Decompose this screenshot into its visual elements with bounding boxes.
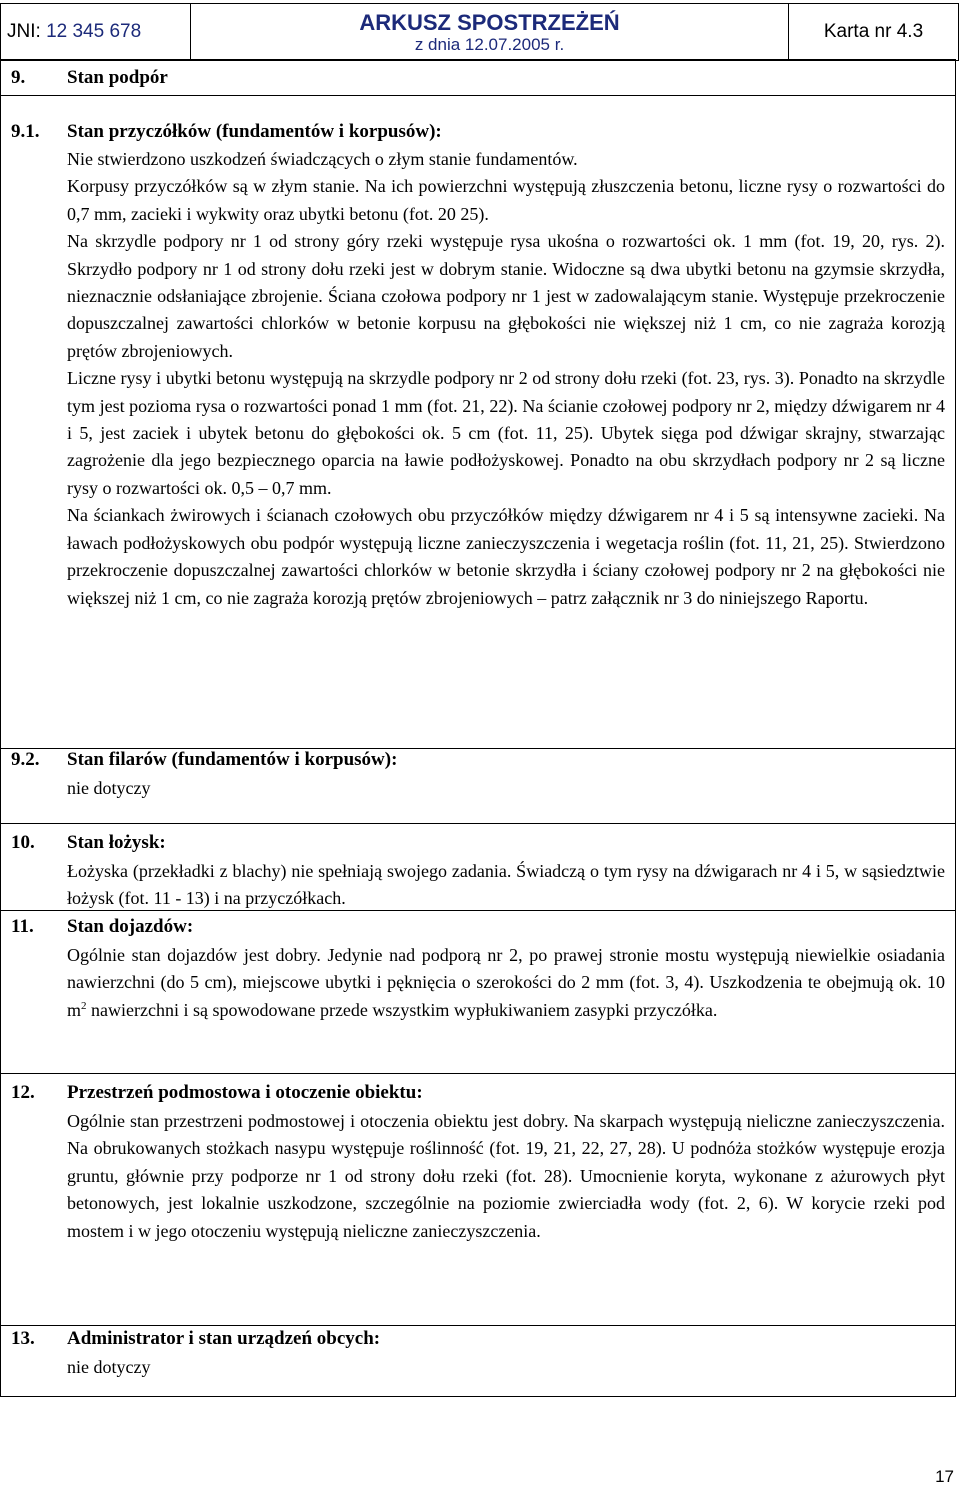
- section-9-block: [0, 59, 956, 749]
- section-title: Stan filarów (fundamentów i korpusów):: [67, 749, 398, 770]
- section-11-block: [0, 910, 956, 1074]
- section-13-block: [0, 1325, 956, 1397]
- card-number: Karta nr 4.3: [789, 4, 959, 61]
- superscript: 2: [81, 999, 87, 1012]
- section-title: Przestrzeń podmostowa i otoczenie obiektu:: [67, 1082, 423, 1103]
- section-number: 9.1.: [11, 121, 40, 142]
- section-title: Stan przyczółków (fundamentów i korpusów):: [67, 121, 442, 142]
- paragraph: Korpusy przyczółków są w złym stanie. Na ich powierzchni występują złuszczenia betonu, liczne rysy o rozwartości do 0,7 mm, zacieki i wykwity oraz ubytki betonu (fot. 20 25).: [67, 176, 945, 224]
- section-body: Ogólnie stan dojazdów jest dobry. Jedynie nad podporą nr 2, po prawej stronie mostu występują niewielkie osiadania nawierzchni (do 5 cm), miejscowe ubytki i pęknięcia o szerokości do 2 mm (fot. 3, 4). Uszkodzenia te obejmują ok. 10 $m^2$ nawierzchni i są spowodowane przede wszystkim wypłukiwaniem zasypki przyczółka.: [67, 945, 945, 1020]
- section-body: nie dotyczy: [67, 778, 151, 798]
- section-10-block: [0, 823, 956, 911]
- section-title: Stan podpór: [67, 67, 168, 88]
- section-title: Administrator i stan urządzeń obcych:: [67, 1328, 381, 1349]
- section-9-2-block: [0, 748, 956, 824]
- section-title: Stan dojazdów:: [67, 916, 194, 937]
- section-number: 9.2.: [11, 749, 40, 770]
- section-12-block: [0, 1073, 956, 1326]
- header-table: [0, 3, 959, 61]
- section-number: 9.: [11, 67, 26, 88]
- paragraph: Na ściankach żwirowych i ścianach czołowych obu przyczółków między dźwigarem nr 4 i 5 są intensywne zacieki. Na ławach podłożyskowych obu podpór występują liczne zanieczyszczenia i wegetacja roślin (fot. 11, 21, 25). Stwierdzono przekroczenie dopuszczalnej zawartości chlorków w betonie skrzydła i ściany czołowej podpory nr 2 na głębokości nie większej niż 1 cm, co nie zagraża korozją prętów zbrojeniowych – patrz załącznik nr 3 do niniejszego Raportu.: [67, 505, 945, 608]
- paragraph: Na skrzydle podpory nr 1 od strony góry rzeki występuje rysa ukośna o rozwartości ok. 1 mm (fot. 19, 20, rys. 2). Skrzydło podpory nr 1 od strony dołu rzeki jest w dobrym stanie. Widoczne są dwa ubytki betonu na gzymsie skrzydła, nieznacznie odsłaniające zbrojenie. Ściana czołowa podpory nr 1 jest w zadowalającym stanie. Występuje przekroczenie dopuszczalnej zawartości chlorków w betonie korpusu na głębokości nie większej niż 1 cm, co nie zagraża korozją prętów zbrojeniowych.: [67, 231, 945, 361]
- section-body: [67, 146, 945, 612]
- jni-label: JNI:: [7, 21, 47, 42]
- title-cell: [191, 4, 789, 61]
- section-number: 10.: [11, 832, 35, 853]
- section-body: Łożyska (przekładki z blachy) nie spełniają swojego zadania. Świadczą o tym rysy na dźwigarach nr 4 i 5, w sąsiedztwie łożysk (fot. 11 - 13) i na przyczółkach.: [67, 861, 945, 909]
- section-number: 12.: [11, 1082, 35, 1103]
- sheet-title: ARKUSZ SPOSTRZEŻEŃ: [359, 9, 620, 35]
- section-title: Stan łożysk:: [67, 832, 166, 853]
- jni-cell: [1, 4, 191, 61]
- paragraph: Nie stwierdzono uszkodzeń świadczących o złym stanie fundamentów.: [67, 149, 578, 169]
- sheet-date: z dnia 12.07.2005 r.: [414, 34, 565, 54]
- paragraph: Liczne rysy i ubytki betonu występują na skrzydle podpory nr 2 od strony dołu rzeki (fot. 23, rys. 3). Ponadto na skrzydle tym jest pozioma rysa o rozwartości ponad 1 mm (fot. 21, 22). Na ścianie czołowej podpory nr 2, między dźwigarem nr 4 i 5, jest zaciek i ubytek betonu do głębokości ok. 5 cm (fot. 11, 25). Ubytek sięga pod dźwigar skrajny, stwarzając zagrożenie dla jego bezpiecznego oparcia na ławie podłożyskowej. Ponadto na obu skrzydłach podpory nr 2 są liczne rysy o rozwartości ok. 0,5 – 0,7 mm.: [67, 368, 945, 498]
- section-number: 13.: [11, 1328, 35, 1349]
- page-number: 17: [935, 1467, 954, 1486]
- jni-value: 12 345 678: [46, 21, 142, 42]
- section-body: Ogólnie stan przestrzeni podmostowej i otoczenia obiektu jest dobry. Na skarpach występują nieliczne zanieczyszczenia. Na obrukowanych stożkach nasypu występuje roślinność (fot. 19, 21, 22, 27, 28). U podnóża stożków występuje erozja gruntu, głównie przy podporze nr 1 od strony dołu rzeki (fot. 28). Umocnienie koryta, wykonane z ażurowych płyt betonowych, jest lokalnie uszkodzone, szczególnie na poziomie zwierciadła wody (fot. 2, 6). W korycie rzeki pod mostem i w jego otoczeniu występują nieliczne zanieczyszczenia.: [67, 1111, 945, 1241]
- section-number: 11.: [11, 916, 34, 937]
- divider: [1, 95, 955, 96]
- section-body: nie dotyczy: [67, 1357, 151, 1377]
